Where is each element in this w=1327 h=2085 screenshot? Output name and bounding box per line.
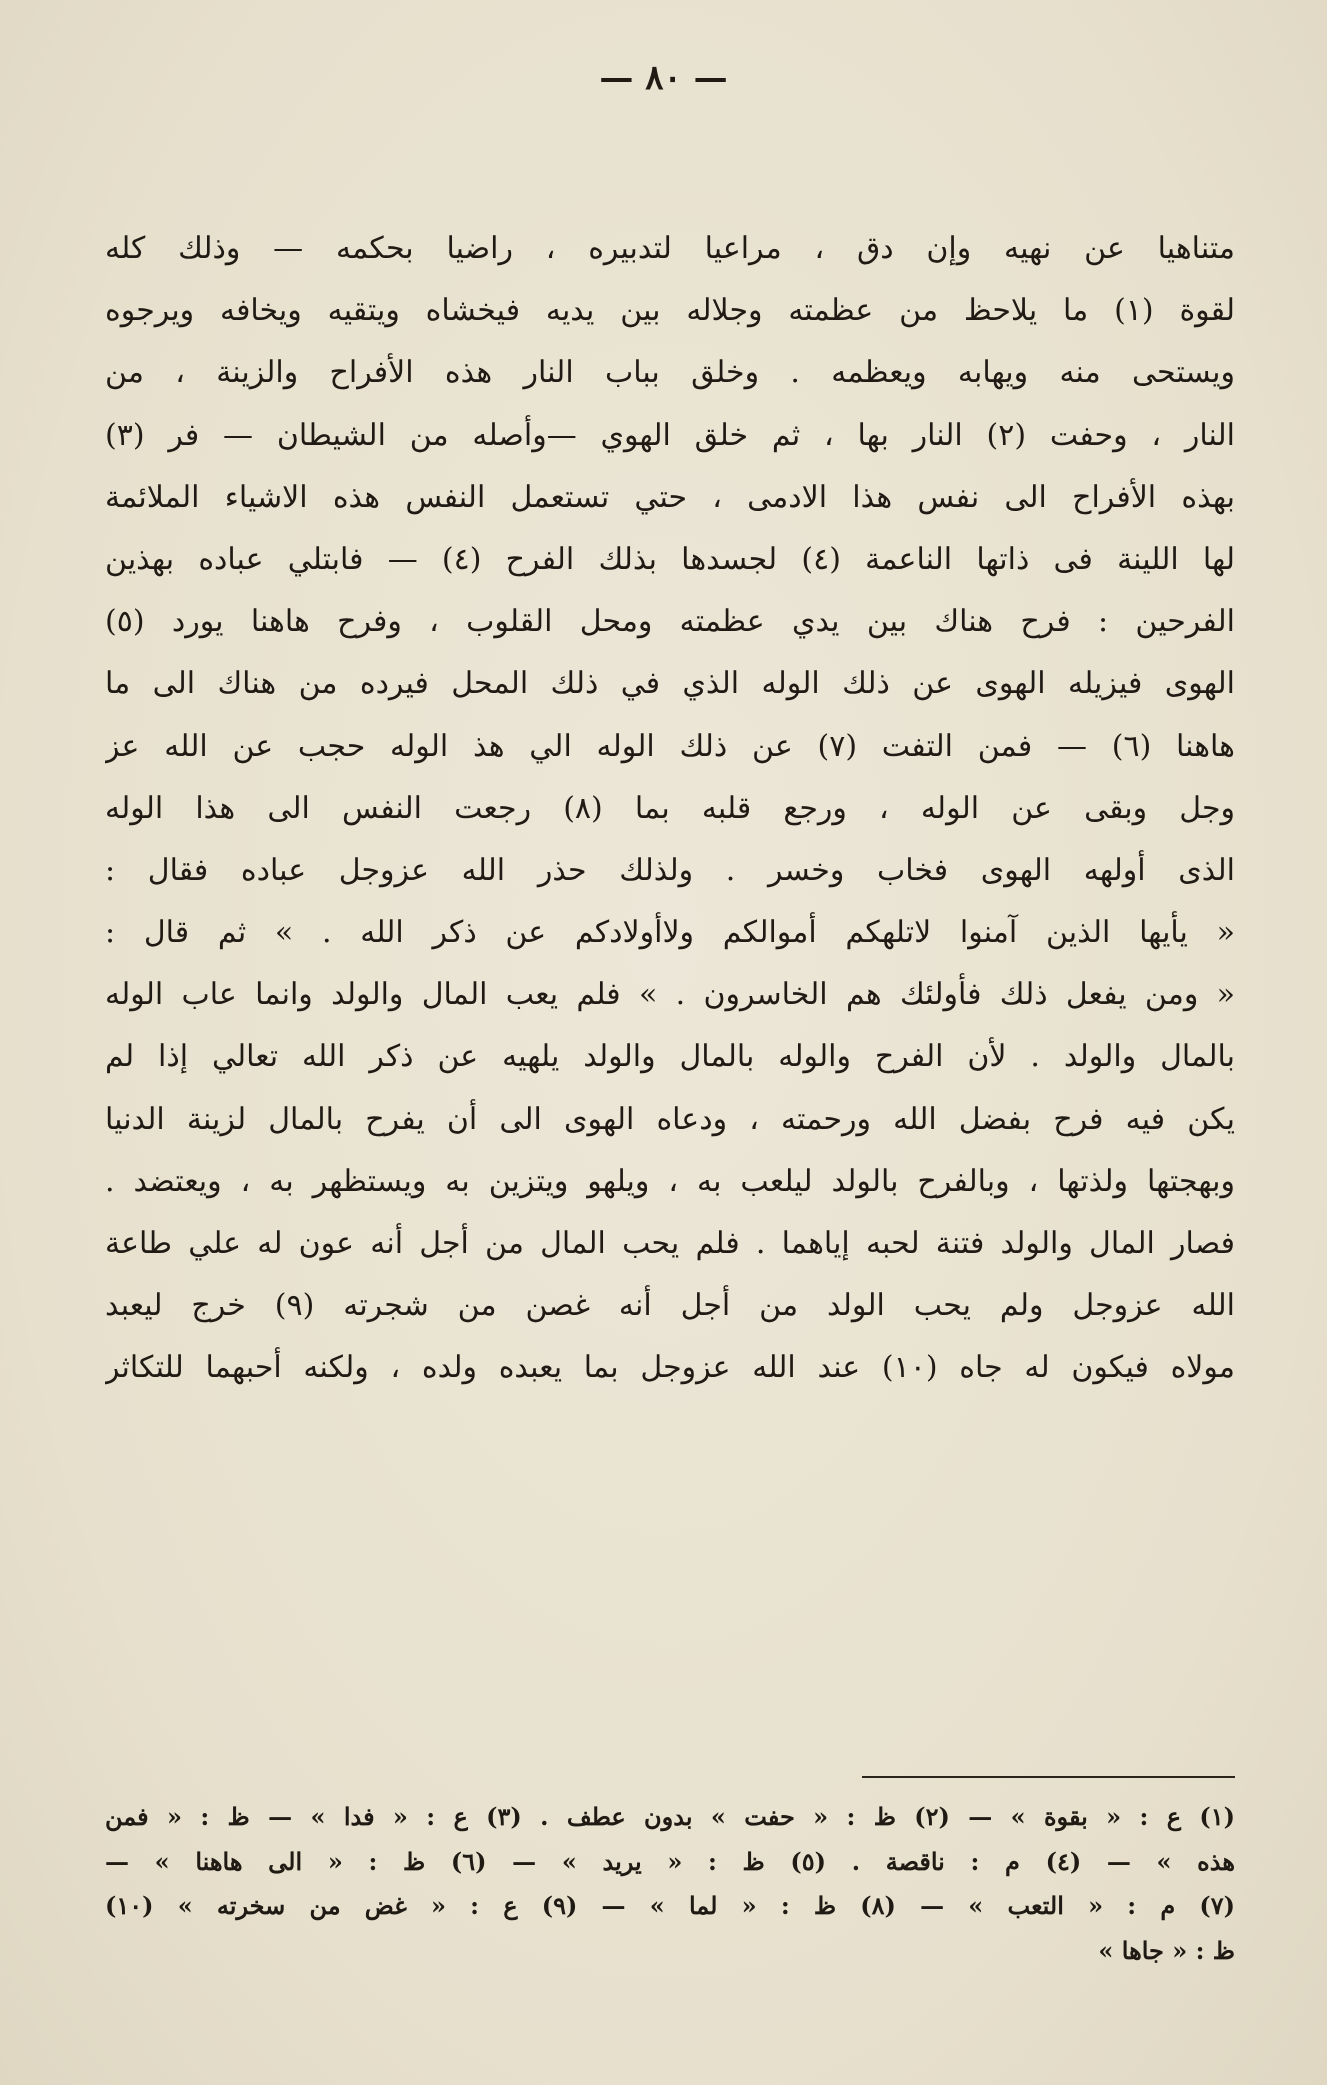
text-line: يكن فيه فرح بفضل الله ورحمته ، ودعاه الهوى الى أن يفرح بالمال لزينة الدنيا [105, 1101, 1235, 1137]
text-line: متناهيا عن نهيه وإن دق ، مراعيا لتدبيره ، راضيا بحكمه — وذلك كله [105, 231, 1235, 266]
footnote-separator [862, 1776, 1235, 1778]
text-line: مولاه فيكون له جاه (١٠) عند الله عزوجل بما يعبده ولده ، ولكنه أحبهما للتكاثر [105, 1350, 1235, 1386]
page-number: — ٨٠ — [599, 58, 728, 98]
text-line: الله عزوجل ولم يحب الولد من أجل أنه غصن من شجرته (٩) خرج ليعبد [105, 1288, 1235, 1324]
text-line: الهوى فيزيله الهوى عن ذلك الوله الذي في ذلك المحل فيرده من هناك الى ما [105, 666, 1235, 702]
text-line: « يأيها الذين آمنوا لاتلهكم أموالكم ولاأولادكم عن ذكر الله . » ثم قال : [105, 915, 1235, 951]
text-line: وجل وبقى عن الوله ، ورجع قلبه بما (٨) رجعت النفس الى هذا الوله [105, 790, 1235, 826]
text-line: فصار المال والولد فتنة لحبه إياهما . فلم يحب المال من أجل أنه عون له علي طاعة [105, 1226, 1235, 1261]
footnotes [105, 1795, 1235, 1973]
text-line: هاهنا (٦) — فمن التفت (٧) عن ذلك الوله الي هذ الوله حجب عن الله عز [105, 728, 1235, 764]
text-line: الذى أولهه الهوى فخاب وخسر . ولذلك حذر الله عزوجل عباده فقال : [105, 852, 1235, 888]
text-line: بهذه الأفراح الى نفس هذا الادمى ، حتي تستعمل النفس هذه الاشياء الملائمة [105, 479, 1235, 515]
text-line: لقوة (١) ما يلاحظ من عظمته وجلاله بين يديه فيخشاه ويتقيه ويخافه ويرجوه [105, 293, 1235, 329]
text-line: النار ، وحفت (٢) النار بها ، ثم خلق الهوي —وأصله من الشيطان — فر (٣) [105, 417, 1235, 453]
text-line: الفرحين : فرح هناك بين يدي عظمته ومحل القلوب ، وفرح هاهنا يورد (٥) [105, 604, 1235, 640]
body-text [105, 218, 1235, 1400]
footnote-line: ظ : « جاها » [1098, 1935, 1235, 1965]
text-line: ويستحى منه ويهابه ويعظمه . وخلق بباب النار هذه الأفراح والزينة ، من [105, 355, 1235, 391]
text-line: « ومن يفعل ذلك فأولئك هم الخاسرون . » فلم يعب المال والولد وانما عاب الوله [105, 977, 1235, 1013]
text-line: وبهجتها ولذتها ، وبالفرح بالولد ليلعب به ، ويلهو ويتزين به ويستظهر به ، ويعتضد . [105, 1163, 1235, 1199]
footnote-line: هذه » — (٤) م : ناقصة . (٥) ظ : « يريد » — (٦) ظ : « الى هاهنا » — [105, 1846, 1235, 1876]
footnote-line: (١) ع : « بقوة » — (٢) ظ : « حفت » بدون عطف . (٣) ع : « فدا » — ظ : « فمن [105, 1802, 1235, 1831]
footnote-line: (٧) م : « التعب » — (٨) ظ : « لما » — (٩) ع : « غض من سخرته » (١٠) [105, 1891, 1235, 1920]
text-line: بالمال والولد . لأن الفرح والوله بالمال والولد يلهيه عن ذكر الله تعالي إذا لم [105, 1039, 1235, 1075]
text-line: لها اللينة فى ذاتها الناعمة (٤) لجسدها بذلك الفرح (٤) — فابتلي عباده بهذين [105, 541, 1235, 577]
